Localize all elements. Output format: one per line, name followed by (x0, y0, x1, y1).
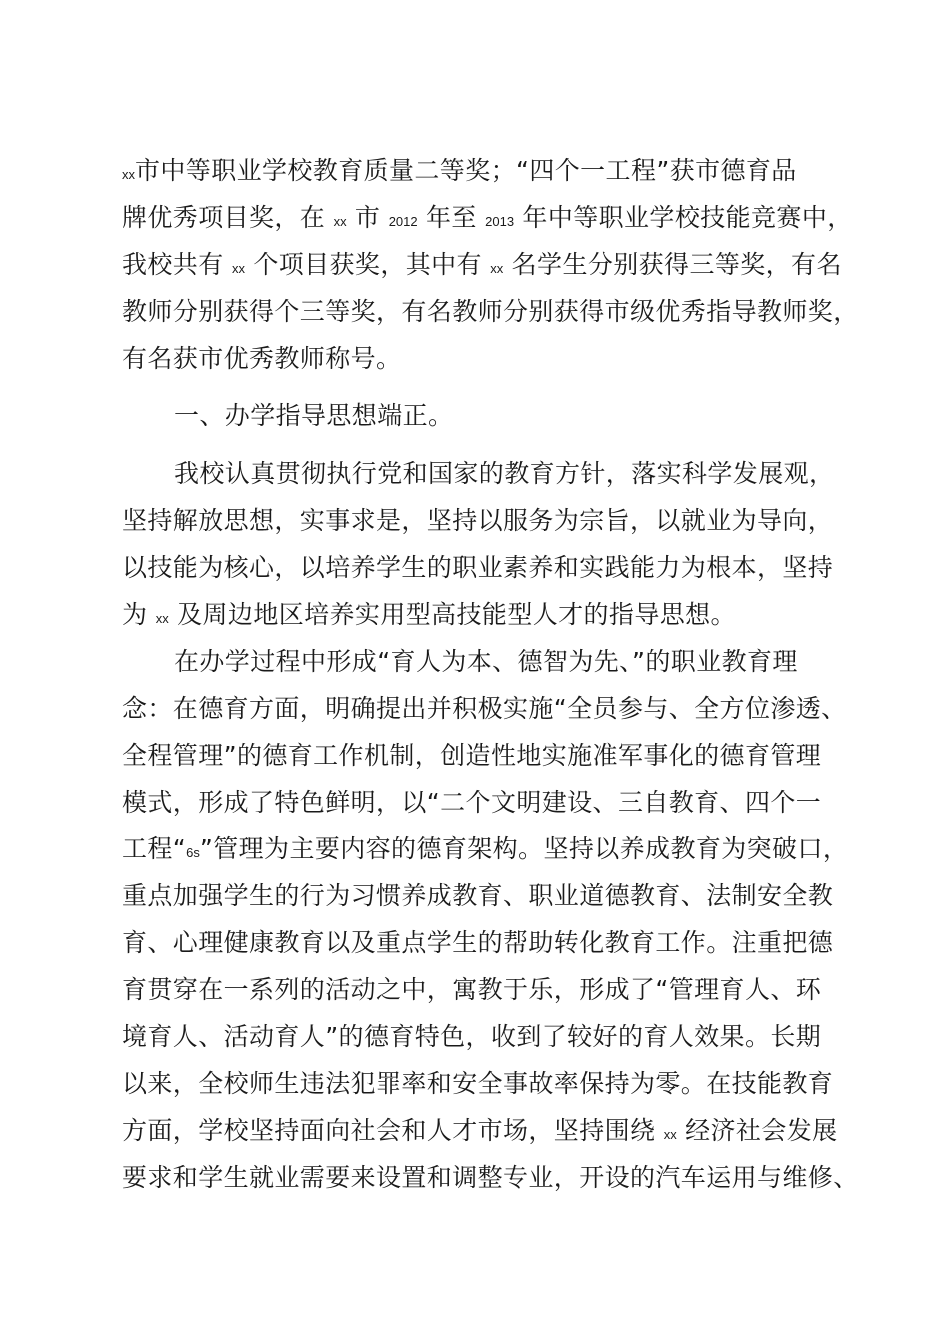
text-line: 有名获市优秀教师称号。 (122, 343, 402, 373)
text-line: 坚持解放思想，实事求是，坚持以服务为宗旨，以就业为导向， (122, 506, 834, 536)
text-line: 境育人、活动育人”的德育特色，收到了较好的育人效果。长期 (122, 1022, 822, 1052)
paragraph-guiding-thought (122, 451, 852, 639)
text-line: 我校认真贯彻执行党和国家的教育方针，落实科学发展观， (174, 459, 835, 489)
text-line: 在办学过程中形成“育人为本、德智为先、”的职业教育理 (174, 646, 798, 676)
text-line: 方面，学校坚持面向社会和人才市场，坚持围绕 xx 经济社会发展 (122, 1115, 838, 1145)
text-line: 育、心理健康教育以及重点学生的帮助转化教育工作。注重把德 (122, 928, 834, 958)
text-line: 以来，全校师生违法犯罪率和安全事故率保持为零。在技能教育 (122, 1068, 834, 1098)
text-line: 念：在德育方面，明确提出并积极实施“全员参与、全方位渗透、 (122, 693, 847, 723)
text-line: 教师分别获得个三等奖，有名教师分别获得市级优秀指导教师奖， (122, 296, 859, 326)
text-line: 重点加强学生的行为习惯养成教育、职业道德教育、法制安全教 (122, 881, 834, 911)
text-line: 模式，形成了特色鲜明，以“二个文明建设、三自教育、四个一 (122, 787, 822, 817)
section-heading: 一、办学指导思想端正。 (174, 401, 454, 431)
document-body (122, 148, 859, 1202)
paragraph-education-philosophy (122, 639, 859, 1202)
text-line: xx市中等职业学校教育质量二等奖；“四个一工程”获市德育品 (122, 156, 797, 185)
paragraph-awards (122, 148, 859, 382)
text-line: 我校共有 xx 个项目获奖，其中有 xx 名学生分别获得三等奖，有名 (122, 249, 842, 279)
text-line: 要求和学生就业需要来设置和调整专业，开设的汽车运用与维修、 (122, 1162, 859, 1192)
text-line: 以技能为核心，以培养学生的职业素养和实践能力为根本，坚持 (122, 553, 834, 583)
text-line: 工程“6s”管理为主要内容的德育架构。坚持以养成教育为突破口， (122, 834, 849, 864)
text-line: 全程管理”的德育工作机制，创造性地实施准军事化的德育管理 (122, 740, 822, 770)
text-line: 为 xx 及周边地区培养实用型高技能型人才的指导思想。 (122, 600, 736, 630)
text-line: 牌优秀项目奖，在 xx 市 2012 年至 2013 年中等职业学校技能竞赛中， (122, 202, 853, 232)
text-line: 育贯穿在一系列的活动之中，寓教于乐，形成了“管理育人、环 (122, 975, 822, 1005)
